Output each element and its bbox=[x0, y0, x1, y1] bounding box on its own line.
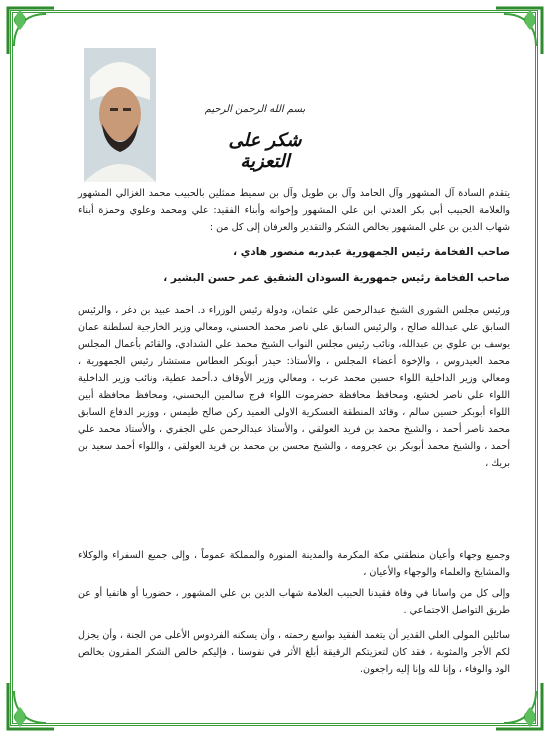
heading-president-sudan: صاحب الفخامة رئيس جمهورية السودان الشقيق عمر حسن البشير ، bbox=[163, 272, 510, 284]
condolers-paragraph: وإلى كل من واسانا في وفاة فقيدنا الحبيب العلامة شهاب الدين بن علي المشهور ، حضوريا أو هاتفيا أو عن طريق التواصل الاجتماعي . bbox=[78, 588, 510, 616]
corner-ornament-icon bbox=[494, 6, 544, 56]
closing-paragraph: سائلين المولى العلي القدير أن يتغمد الفقيد بواسع رحمته ، وأن يسكنه الفردوس الأعلى من الجنة ، وأن يجزل لكم الأجر والمثوبة ، فقد كان لتعزيتكم الرقيقة أبلغ الأثر في نفوسنا ، فإليكم خالص الشكر المقرون بخالص الود والوفاء ، وإنا لله وإنا إليه راجعون. bbox=[78, 630, 510, 675]
basmala-calligraphy: بسم الله الرحمن الرحيم bbox=[204, 104, 306, 115]
corner-ornament-icon bbox=[6, 6, 56, 56]
corner-ornament-icon bbox=[6, 681, 56, 731]
portrait-photo bbox=[84, 48, 156, 182]
heading-president-yemen: صاحب الفخامة رئيس الجمهورية عبدربه منصور هادي ، bbox=[233, 246, 510, 258]
corner-ornament-icon bbox=[494, 681, 544, 731]
officials-paragraph: ورئيس مجلس الشورى الشيخ عبدالرحمن علي عثمان، ودولة رئيس الوزراء د. احمد عبيد بن دغر ، والرئيس السابق علي عبدالله صالح ، والرئيس السابق علي ناصر محمد الحسني، ومعالي وزير الخارجية لسلطنة عمان يوسف بن علوي بن عبدالله، ونائب رئيس مجلس النواب الشيخ محمد علي الشدادي، والقائم بأعمال المجلس محمد العيدروس ، والإخوة أعضاء المجلس ، والأستاذ: حيدر أبوبكر العطاس مستشار رئيس الجمهورية ، ومعالي وزير الداخلية اللواء حسين محمد عرب ، ومعالي وزير الأوقاف د.أحمد عطية، ونائب وزير الداخلية اللواء علي ناصر لخشع، ومحافظ محافظة حضرموت اللواء فرج سالمين البحسني، ومحافظ محافظة أبين اللواء أبوبكر حسين سالم ، وقائد المنطقة العسكرية الاولى العميد ركن صالح طيمس ، ووزير الدفاع السابق محمد ناصر أحمد ، والشيخ محمد بن فريد العولقي ، والأستاذ عبدالرحمن علي الجفري ، والأستاذ محمد علي أحمد ، والشيخ محمد أبوبكر بن عجرومه ، والشيخ محسن بن محمد بن فريد العولقي ، واللواء أحمد سعيد بن بريك ، bbox=[78, 305, 510, 469]
page-title: شكر على التعزية bbox=[228, 130, 302, 172]
intro-paragraph: يتقدم السادة آل المشهور وآل الحامد وآل بن طويل وآل بن سميط ممثلين بالحبيب محمد الغزالي المشهور والعلامة الحبيب أبي بكر العدني ابن علي المشهور وإخوانه وأبناء الفقيد: علي ومحمد وعلوي وحمزة أبناء شهاب الدين بن علي المشهور بخالص الشكر والتقدير والعرفان إلى كل من : bbox=[78, 188, 510, 233]
public-paragraph: وجميع وجهاء وأعيان منطقتي مكة المكرمة والمدينة المنورة والمملكة عموماً ، وإلى جميع السفراء والوكلاء والمشايخ والعلماء والوجهاء والأعيان ، bbox=[78, 550, 510, 578]
